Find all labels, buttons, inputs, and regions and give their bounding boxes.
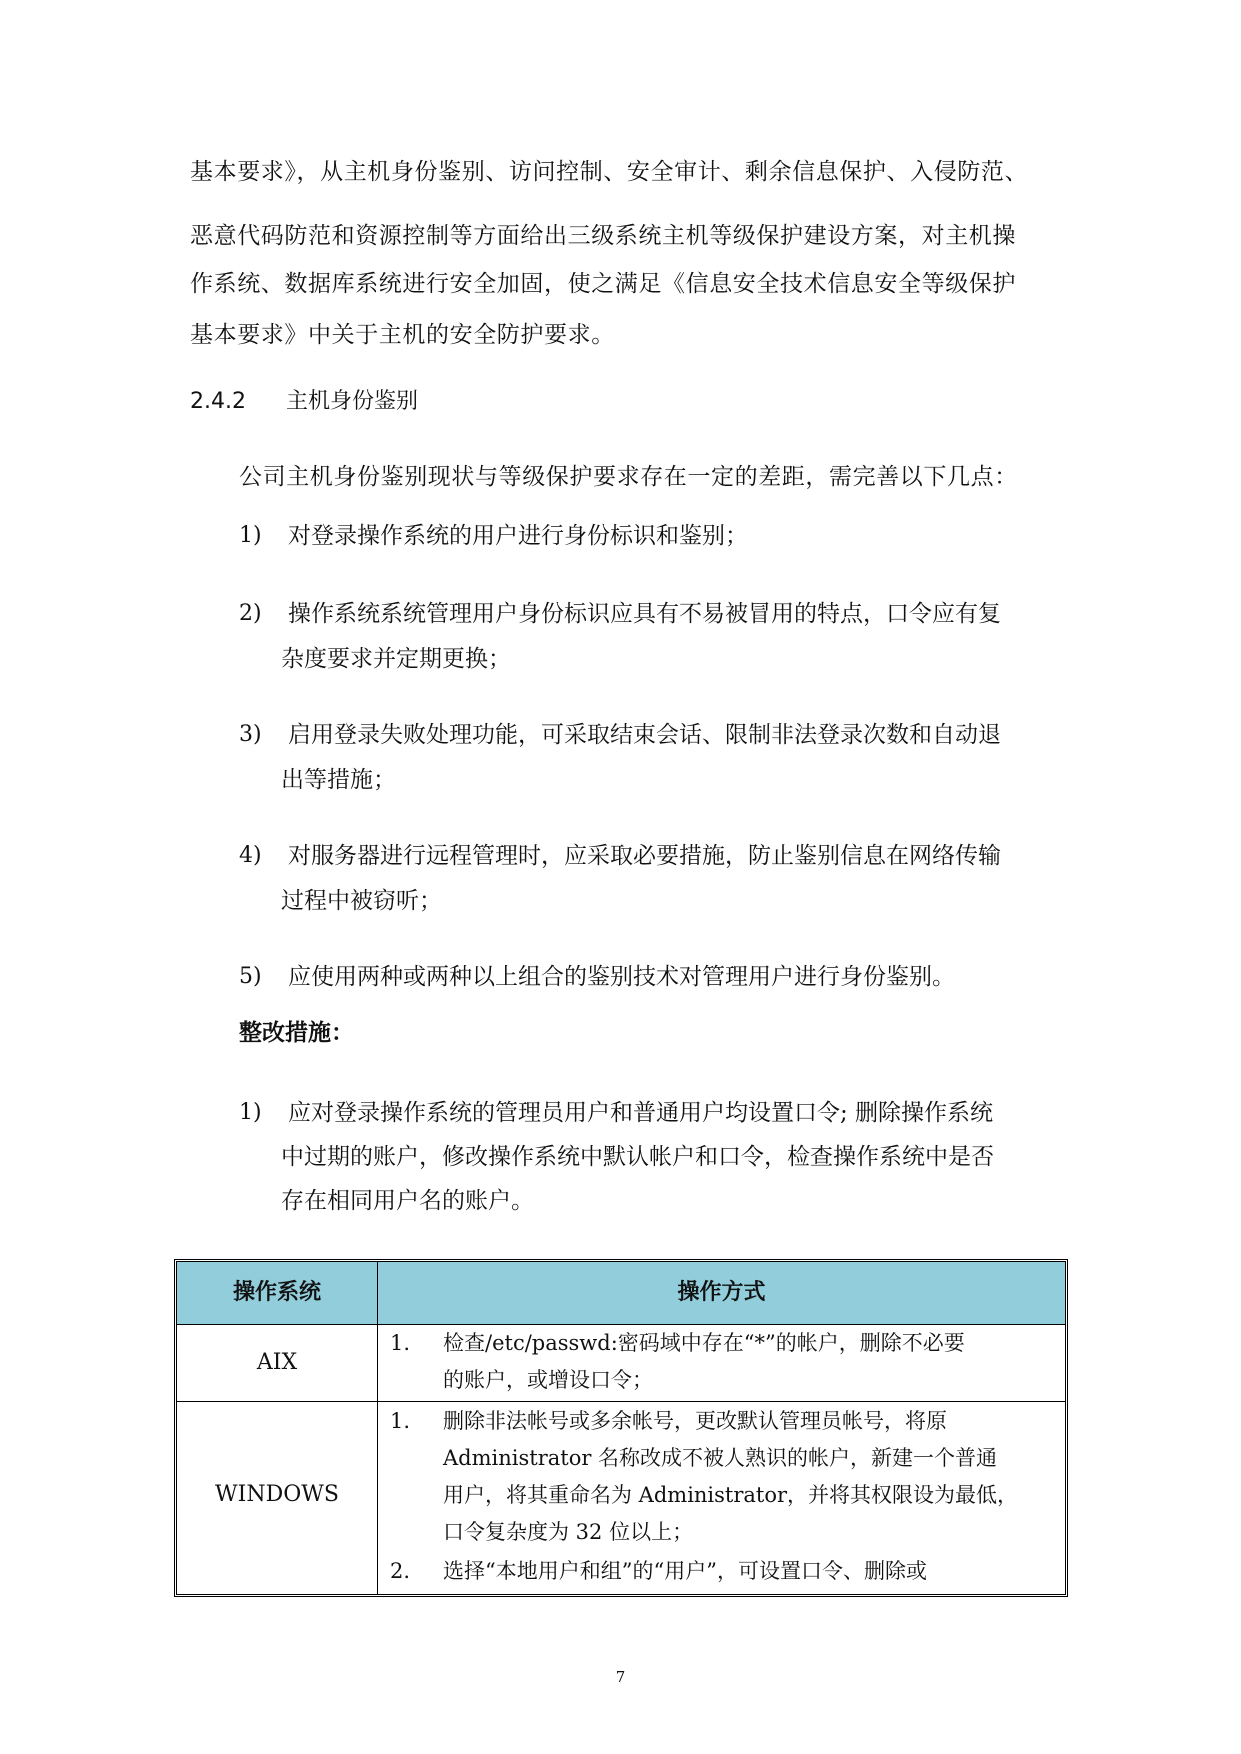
- section-number: 2.4.2: [190, 389, 246, 414]
- list-text: 应使用两种或两种以上组合的鉴别技术对管理用户进行身份鉴别。: [288, 964, 955, 990]
- list-text: 出等措施；: [281, 767, 396, 793]
- page-number: 7: [615, 1668, 626, 1686]
- table-header-cell: 操作方式: [677, 1280, 766, 1305]
- list-number: 1): [239, 1100, 262, 1125]
- intro-line: 作系统、数据库系统进行安全加固，使之满足《信息安全技术信息安全等级保护: [190, 271, 1016, 297]
- gap-intro: 公司主机身份鉴别现状与等级保护要求存在一定的差距，需完善以下几点：: [239, 464, 1018, 490]
- list-text: 中过期的账户，修改操作系统中默认帐户和口令，检查操作系统中是否: [281, 1144, 994, 1170]
- measures-label: 整改措施：: [239, 1020, 354, 1046]
- list-number: 5): [239, 964, 262, 989]
- list-text: 过程中被窃听；: [281, 888, 442, 914]
- item-text: 用户，将其重命名为 Administrator，并将其权限设为最低，: [443, 1483, 1019, 1507]
- item-number: 1.: [390, 1331, 411, 1355]
- item-text: 口令复杂度为 32 位以上；: [443, 1520, 694, 1544]
- intro-line: 基本要求》，从主机身份鉴别、访问控制、安全审计、剩余信息保护、入侵防范、: [190, 159, 1029, 185]
- os-name: WINDOWS: [215, 1482, 339, 1507]
- item-text: 检查/etc/passwd:密码域中存在“*”的帐户，删除不必要: [443, 1331, 965, 1355]
- item-text: 的账户，或增设口令；: [443, 1368, 653, 1392]
- os-table: [174, 1259, 1068, 1597]
- item-number: 2.: [390, 1559, 411, 1583]
- list-text: 对服务器进行远程管理时，应采取必要措施，防止鉴别信息在网络传输: [288, 843, 1001, 869]
- item-number: 1.: [390, 1409, 411, 1433]
- list-text: 操作系统系统管理用户身份标识应具有不易被冒用的特点，口令应有复: [288, 601, 1001, 627]
- section-title: 主机身份鉴别: [286, 389, 419, 414]
- table-header-cell: 操作系统: [232, 1280, 321, 1305]
- list-number: 1): [239, 523, 262, 548]
- list-text: 杂度要求并定期更换；: [281, 646, 511, 672]
- list-number: 2): [239, 601, 262, 626]
- intro-line: 恶意代码防范和资源控制等方面给出三级系统主机等级保护建设方案，对主机操: [190, 223, 1016, 249]
- list-text: 存在相同用户名的账户。: [281, 1188, 534, 1214]
- os-name: AIX: [256, 1350, 298, 1375]
- list-text: 对登录操作系统的用户进行身份标识和鉴别；: [288, 523, 748, 549]
- list-number: 3): [239, 722, 262, 747]
- item-text: 删除非法帐号或多余帐号，更改默认管理员帐号，将原: [443, 1409, 947, 1433]
- list-text: 启用登录失败处理功能，可采取结束会话、限制非法登录次数和自动退: [288, 722, 1001, 748]
- item-text: 选择“本地用户和组”的“用户”，可设置口令、删除或: [443, 1559, 927, 1583]
- item-text: Administrator 名称改成不被人熟识的帐户，新建一个普通: [443, 1446, 998, 1470]
- list-text: 应对登录操作系统的管理员用户和普通用户均设置口令; 删除操作系统: [288, 1100, 994, 1126]
- section-heading: [190, 387, 418, 417]
- list-number: 4): [239, 843, 262, 868]
- intro-line: 基本要求》中关于主机的安全防护要求。: [190, 322, 615, 348]
- row-divider: [177, 1401, 1065, 1402]
